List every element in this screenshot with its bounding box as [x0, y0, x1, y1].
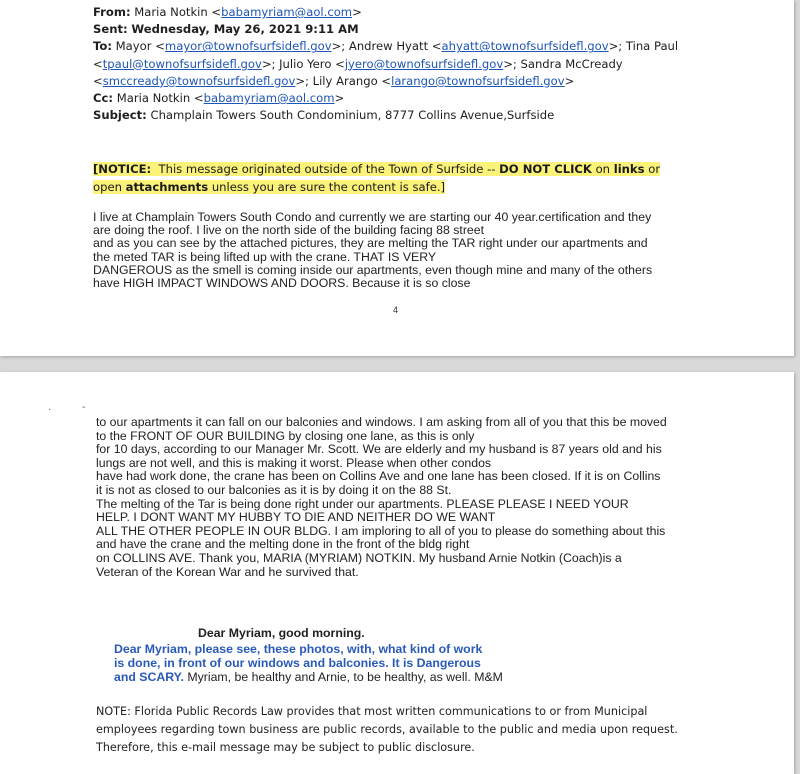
body-line: it is not as closed to our balconies as it is by doing it on the 88 St.	[96, 482, 452, 497]
body-line: the meted TAR is being lifted up with the crane. THAT IS VERY	[93, 249, 437, 264]
to-name: Andrew Hyatt	[348, 39, 429, 54]
notice-links: links	[613, 162, 645, 176]
body-line: Veteran of the Korean War and he survived that.	[96, 564, 359, 579]
email-body-part-2	[96, 416, 736, 579]
body-line: ALL THE OTHER PEOPLE IN OUR BLDG. I am imploring to all of you to please do something about this	[96, 523, 666, 538]
reply-message	[114, 626, 574, 684]
body-line: have HIGH IMPACT WINDOWS AND DOORS. Because it is so close	[93, 276, 471, 291]
email-header	[93, 4, 733, 124]
body-line: The melting of the Tar is being done right under our apartments. PLEASE PLEASE I NEED YOUR	[96, 496, 629, 511]
body-line: and as you can see by the attached pictures, they are melting the TAR right under our apartments and	[93, 236, 648, 251]
to-name: Mayor	[115, 39, 152, 54]
reply-line: is done, in front of our windows and balconies. It is Dangerous	[114, 656, 481, 670]
notice-attachments: attachments	[125, 180, 209, 194]
document-page-1	[0, 0, 794, 356]
to-name: Tina Paul	[625, 39, 679, 54]
footer-line: Therefore, this e-mail message may be subject to public disclosure.	[96, 741, 475, 754]
to-email-link[interactable]: tpaul@townofsurfsidefl.gov	[102, 56, 262, 71]
to-email-link[interactable]: mayor@townofsurfsidefl.gov	[164, 39, 332, 54]
from-label: From:	[93, 5, 131, 19]
cc-label: Cc:	[93, 91, 114, 106]
footer-line: NOTE: Florida Public Records Law provides that most written communications to or from Municipal	[96, 705, 648, 718]
reply-line: Dear Myriam, please see, these photos, with, what kind of work	[114, 642, 483, 656]
page-number: 4	[393, 305, 399, 315]
sent-label: Sent:	[93, 22, 128, 37]
body-line: for 10 days, according to our Manager Mr. Scott. We are elderly and my husband is 87 years old and his	[96, 442, 662, 457]
reply-signoff: Myriam, be healthy and Arnie, to be healthy, as well. M&M	[187, 670, 503, 684]
body-line: to the FRONT OF OUR BUILDING by closing one lane, as this is only	[96, 428, 475, 443]
cc-email-link[interactable]: babamyriam@aol.com	[203, 91, 335, 106]
body-line: are doing the roof. I live on the north side of the building facing 88 street	[93, 223, 485, 238]
notice-do-not-click: DO NOT CLICK	[499, 162, 592, 176]
body-line: DANGEROUS as the smell is coming inside our apartments, even though mine and many of the others	[93, 262, 653, 277]
notice-text: This message originated outside of the Town of Surfside --	[158, 162, 496, 176]
subject-row	[93, 107, 733, 124]
to-name: Lily Arango	[312, 73, 378, 88]
external-email-notice	[93, 160, 693, 196]
reply-greeting: Dear Myriam, good morning.	[198, 626, 365, 640]
subject-label: Subject:	[93, 108, 147, 123]
to-name: Sandra McCready	[520, 56, 623, 71]
document-page-2	[0, 372, 794, 774]
notice-text: open	[93, 180, 122, 194]
notice-text: or	[648, 162, 661, 176]
cc-row: Cc: Maria Notkin <babamyriam@aol.com>	[93, 91, 345, 106]
to-row: To: Mayor <mayor@townofsurfsidefl.gov>; Andrew Hyatt <ahyatt@townofsurfsidefl.gov>; Tina Paul	[93, 39, 679, 54]
scan-mark: -	[82, 402, 86, 413]
to-row-cont: <smccready@townofsurfsidefl.gov>; Lily Arango <larango@townofsurfsidefl.gov>	[93, 73, 575, 88]
email-body-part-1	[93, 211, 733, 290]
to-label: To:	[93, 39, 112, 54]
body-line: to our apartments it can fall on our balconies and windows. I am asking from all of you that this be moved	[96, 415, 667, 429]
sent-row	[93, 21, 733, 38]
to-name: Julio Yero	[279, 56, 332, 71]
to-email-link[interactable]: ahyatt@townofsurfsidefl.gov	[441, 39, 609, 54]
body-line: have had work done, the crane has been on Collins Ave and one lane has been closed. If it is on Collins	[96, 469, 661, 484]
notice-text: on	[595, 162, 611, 176]
to-email-link[interactable]: jyero@townofsurfsidefl.gov	[344, 56, 504, 71]
notice-text: unless you are sure the content is safe.]	[211, 180, 446, 194]
to-email-link[interactable]: smccready@townofsurfsidefl.gov	[102, 73, 296, 88]
notice-label: [NOTICE:	[93, 162, 152, 176]
reply-line: and SCARY.	[114, 670, 184, 684]
body-line: I live at Champlain Towers South Condo and currently we are starting our 40 year.certification and they	[93, 210, 652, 224]
to-email-link[interactable]: larango@townofsurfsidefl.gov	[391, 73, 565, 88]
public-records-note	[96, 703, 716, 757]
footer-line: employees regarding town business are public records, available to the public and media upon request.	[96, 723, 678, 736]
body-line: on COLLINS AVE. Thank you, MARIA (MYRIAM) NOTKIN. My husband Arnie Notkin (Coach)is a	[96, 550, 622, 565]
cc-name: Maria Notkin	[116, 91, 191, 106]
sent-value: Wednesday, May 26, 2021 9:11 AM	[131, 22, 359, 37]
subject-value: Champlain Towers South Condominium, 8777 Collins Avenue,Surfside	[150, 108, 555, 123]
scan-mark: ·	[48, 404, 52, 415]
from-row: From: Maria Notkin <babamyriam@aol.com>	[93, 5, 362, 19]
body-line: and have the crane and the melting done in the front of the bldg right	[96, 537, 470, 552]
body-line: HELP. I DONT WANT MY HUBBY TO DIE AND NEITHER DO WE WANT	[96, 510, 496, 525]
from-email-link[interactable]: babamyriam@aol.com	[221, 5, 353, 19]
body-line: lungs are not well, and this is making it worst. Please when other condos	[96, 455, 492, 470]
from-name: Maria Notkin	[134, 5, 208, 19]
to-row-cont: <tpaul@townofsurfsidefl.gov>; Julio Yero <jyero@townofsurfsidefl.gov>; Sandra McCready	[93, 56, 623, 71]
